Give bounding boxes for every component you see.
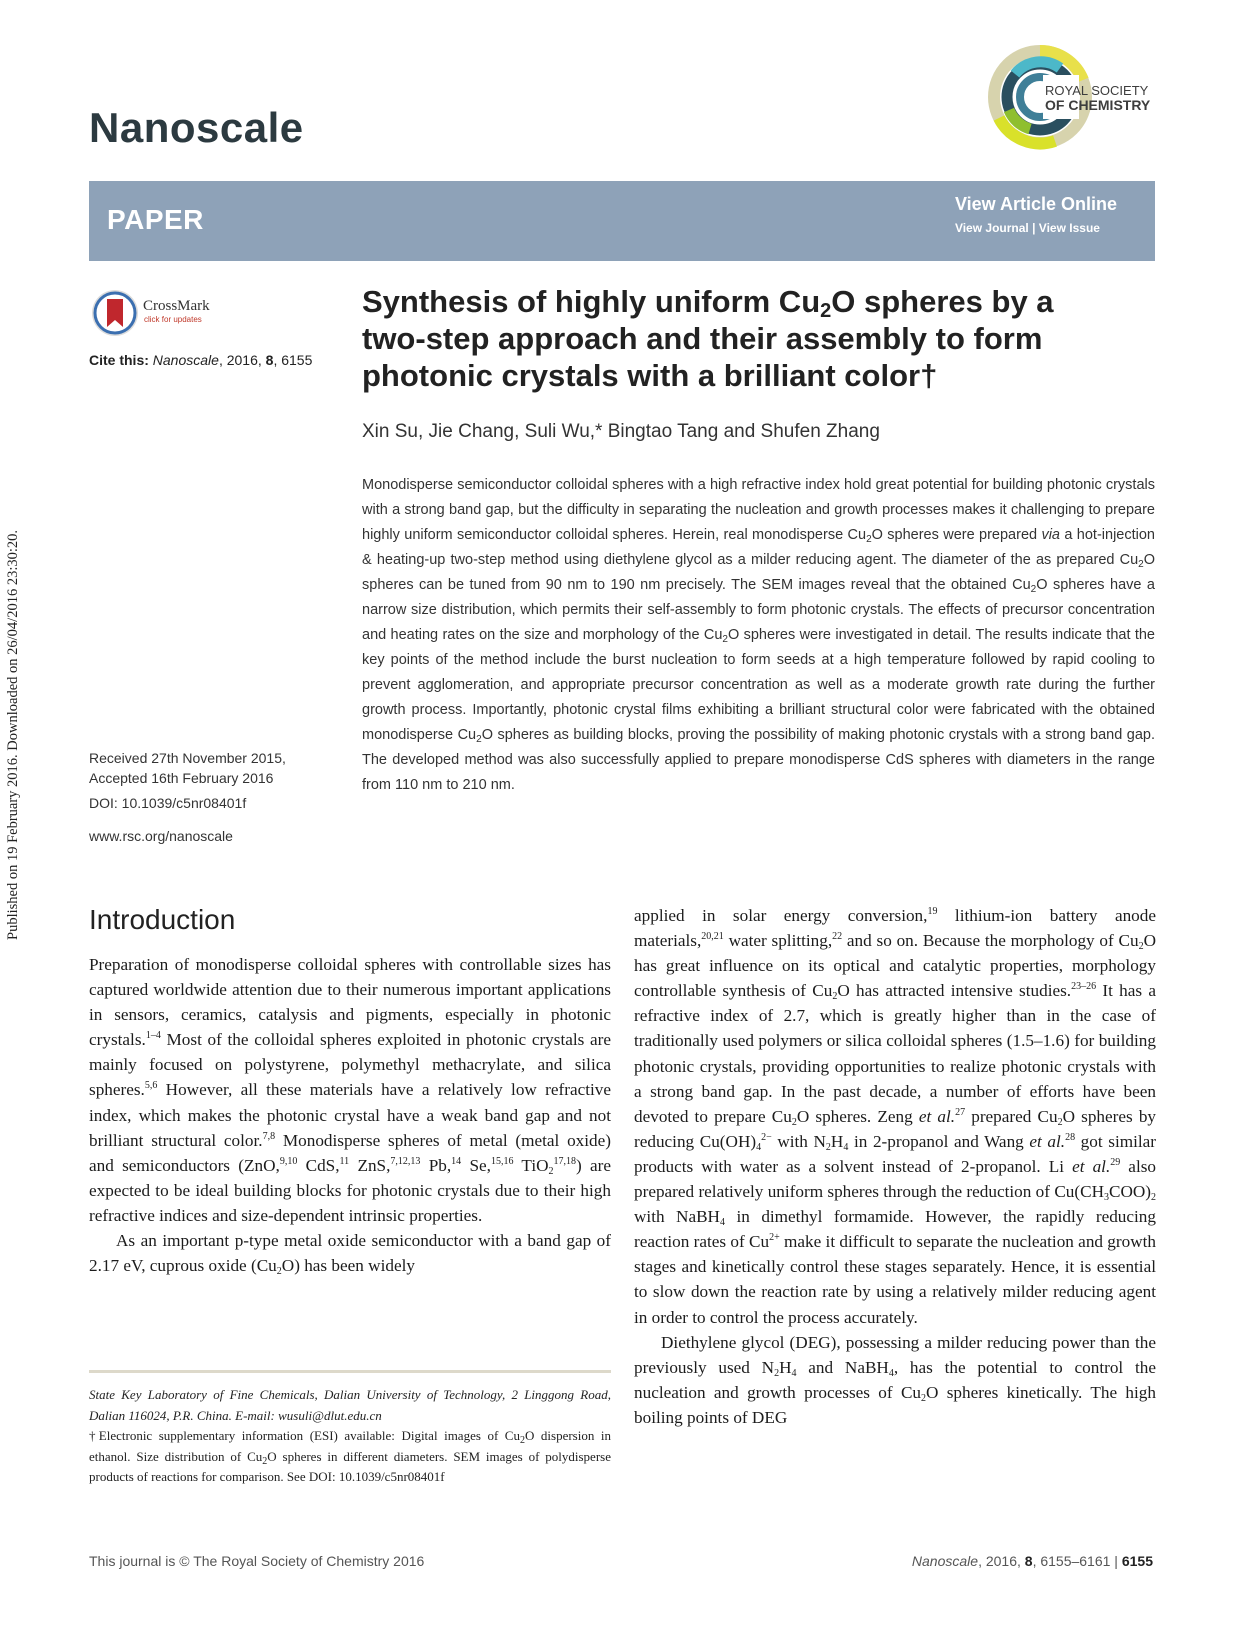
- ref[interactable]: 22: [832, 931, 843, 943]
- italic-text: et al.: [1029, 1131, 1066, 1151]
- subscript: 2: [519, 1435, 525, 1446]
- footer-copyright: This journal is © The Royal Society of Chemistry 2016: [89, 1553, 425, 1569]
- title-part-1: Synthesis of highly uniform Cu: [362, 284, 821, 319]
- cite-year: , 2016,: [218, 352, 266, 368]
- abstract-text: O spheres can be tuned from 90 nm to 190 nm precisely. The SEM images reveal that the obtained Cu: [362, 552, 1155, 593]
- publisher-line1: ROYAL SOCIETY: [1045, 83, 1149, 98]
- ref[interactable]: 9,10: [279, 1155, 298, 1167]
- subscript: 2: [1138, 559, 1144, 570]
- italic-text: et al.: [918, 1106, 956, 1126]
- subscript: 2: [1057, 1116, 1063, 1128]
- text: water splitting,: [723, 931, 833, 951]
- text: O spheres by reducing Cu(OH): [634, 1106, 1157, 1151]
- view-journal-link[interactable]: View Journal: [954, 221, 1029, 235]
- text: O has attracted intensive studies.: [837, 981, 1072, 1001]
- ref[interactable]: 11: [339, 1155, 350, 1167]
- text: ZnS,: [349, 1155, 391, 1175]
- text: Pb,: [420, 1155, 452, 1175]
- received-dates: [89, 748, 286, 788]
- text: , has the potential to control the nucleation and growth processes of Cu: [634, 1357, 1156, 1402]
- article-title: [362, 283, 1122, 394]
- cite-volume: 8: [265, 352, 274, 368]
- paragraph: [89, 1228, 611, 1278]
- article-type-label: PAPER: [107, 204, 204, 235]
- ref[interactable]: 23–26: [1071, 981, 1097, 993]
- abstract-text: O spheres were prepared: [871, 527, 1042, 543]
- link-separator: |: [1032, 221, 1036, 235]
- view-links: [955, 194, 1117, 235]
- superscript: 2−: [761, 1131, 772, 1143]
- text: in 2-propanol and Wang: [848, 1131, 1030, 1151]
- subscript: 4: [888, 1367, 894, 1379]
- abstract-text: O spheres were investigated in detail. The results indicate that the key points of the method include the burst nucleation to form seeds at a high temperature followed by rapid cooling to prevent agglomeration, and appropriate precursor concentration as well as a moderate growth rate during the further growth process. Importantly, photonic crystal films exhibiting a brilliant structural color were fabricated with the obtained monodisperse Cu: [362, 627, 1155, 743]
- text: O dispersion in ethanol. Size distribution of Cu: [89, 1428, 611, 1464]
- ref[interactable]: 5,6: [144, 1080, 158, 1092]
- subscript: 2: [476, 734, 482, 745]
- ref[interactable]: 7,12,13: [390, 1155, 421, 1167]
- ref[interactable]: 7,8: [262, 1130, 276, 1142]
- publisher-line2: OF CHEMISTRY: [1045, 97, 1151, 113]
- publisher-logo-text: [1045, 84, 1150, 112]
- subscript: 2: [722, 634, 728, 645]
- footer-separator: |: [1110, 1553, 1122, 1569]
- body-column-left: [89, 952, 611, 1278]
- paper-banner: [89, 181, 1155, 261]
- paragraph: [634, 903, 1156, 1330]
- subscript: 2: [262, 1455, 268, 1467]
- citation: [89, 352, 312, 368]
- subscript: 4: [719, 1217, 725, 1229]
- subscript: 2: [921, 1392, 926, 1404]
- ref[interactable]: 17,18: [553, 1155, 577, 1167]
- text: O spheres. Zeng: [796, 1106, 919, 1126]
- text: and so on. Because the morphology of Cu: [842, 931, 1139, 951]
- text: TiO: [513, 1155, 549, 1175]
- ref[interactable]: 14: [451, 1155, 462, 1167]
- text: However, all these materials have a relatively low refractive index, which makes the photonic crystal have a weak band gap and not brilliant structural color.: [89, 1080, 611, 1150]
- title-part-2: O spheres by a two-step approach and their assembly to form photonic crystals with a brilliant color†: [362, 284, 1054, 393]
- page-number: 6155: [1121, 1553, 1153, 1569]
- subscript: 2: [1138, 941, 1144, 953]
- journal-title: Nanoscale: [89, 104, 304, 151]
- view-issue-link[interactable]: View Issue: [1038, 221, 1100, 235]
- ref[interactable]: 19: [927, 906, 938, 917]
- subscript: 2: [774, 1367, 780, 1379]
- subscript: 4: [791, 1367, 797, 1379]
- ref[interactable]: 15,16: [490, 1155, 514, 1167]
- esi-footnote: [89, 1426, 611, 1488]
- cite-journal: Nanoscale: [152, 352, 219, 368]
- subscript: 2: [866, 534, 872, 545]
- affiliation-footnote: State Key Laboratory of Fine Chemicals, Dalian University of Technology, 2 Linggong Road, Dalian 116024, P.R. China. E-mail: wusuli@dlut.edu.cn: [89, 1387, 611, 1423]
- subscript: 2: [548, 1165, 554, 1177]
- authors: Xin Su, Jie Chang, Suli Wu,* Bingtao Tang and Shufen Zhang: [362, 421, 880, 442]
- text: Preparation of monodisperse colloidal spheres with controllable sizes has captured worldwide attention due to their numerous important applications in sensors, ceramics, catalysis and pigments, especially in photonic crystals.: [89, 955, 611, 1050]
- text: and NaBH: [796, 1357, 889, 1377]
- text: Se,: [461, 1155, 491, 1175]
- ref[interactable]: 28: [1065, 1131, 1076, 1143]
- ref[interactable]: 27: [955, 1106, 966, 1118]
- text: prepared Cu: [965, 1106, 1058, 1126]
- superscript: 2+: [769, 1232, 780, 1244]
- crossmark-sublabel[interactable]: click for updates: [144, 315, 202, 324]
- text: O spheres in different diameters. SEM images of polydisperse products of reactions for comparison. See DOI: 10.1039/c5nr08401f: [89, 1448, 611, 1484]
- text: make it difficult to separate the nucleation and growth stages and kinetically control these stages separately. Hence, it is essential to slow down the reaction rate by using a relatively milder reducing agent in order to control the process accurately.: [634, 1232, 1156, 1327]
- text: CdS,: [297, 1155, 340, 1175]
- cite-page: , 6155: [273, 352, 313, 368]
- text: also prepared relatively uniform spheres through the reduction of Cu(CH: [634, 1156, 1156, 1202]
- subscript: 2: [1151, 1192, 1156, 1204]
- text: †Electronic supplementary information (ESI) available: Digital images of Cu: [89, 1428, 520, 1443]
- text: O spheres kinetically. The high boiling points of DEG: [634, 1382, 1156, 1427]
- ref[interactable]: 1–4: [145, 1030, 161, 1042]
- title-subscript: 2: [820, 300, 832, 322]
- footer-year: , 2016,: [978, 1553, 1025, 1569]
- cite-prefix: Cite this:: [89, 352, 149, 368]
- text: H: [830, 1131, 844, 1151]
- ref[interactable]: 29: [1110, 1156, 1121, 1168]
- footer-journal: Nanoscale: [911, 1553, 979, 1569]
- crossmark-icon[interactable]: [90, 288, 140, 338]
- paragraph: [89, 952, 611, 1228]
- accepted-date: Accepted 16th February 2016: [89, 770, 274, 786]
- italic-text: et al.: [1072, 1156, 1111, 1176]
- footer-pages: , 6155–6161: [1032, 1553, 1111, 1569]
- subscript: 4: [843, 1141, 849, 1153]
- footnote-divider: [89, 1370, 611, 1373]
- body-column-right: [634, 903, 1156, 1430]
- publication-side-note: Published on 19 February 2016. Downloaded on 26/04/2016 23:30:20.: [5, 529, 21, 940]
- text: O has great influence on its optical and catalytic properties, morphology controllable synthesis of Cu: [634, 931, 1156, 1001]
- subscript: 2: [791, 1116, 797, 1128]
- ref[interactable]: 20,21: [701, 931, 724, 943]
- text: Diethylene glycol (DEG), possessing a milder reducing power than the previously used N: [634, 1332, 1156, 1377]
- text: COO): [1108, 1182, 1151, 1202]
- text: Most of the colloidal spheres exploited in photonic crystals are mainly focused on polystyrene, polymethyl methacrylate, and silica spheres.: [89, 1030, 611, 1100]
- footer-citation: [912, 1553, 1153, 1569]
- abstract-text: O spheres as building blocks, proving the possibility of making photonic crystals with a strong band gap. The developed method was also successfully applied to prepare monodisperse CdS spheres with diameters in the range from 110 nm to 210 nm.: [362, 727, 1155, 793]
- text: As an important p-type metal oxide semiconductor with a band gap of 2.17 eV, cuprous oxide (Cu: [89, 1231, 611, 1276]
- text: with N: [771, 1131, 826, 1151]
- subscript: 2: [825, 1141, 831, 1153]
- text: lithium-ion battery anode materials,: [634, 906, 1156, 951]
- crossmark-label[interactable]: CrossMark: [143, 298, 210, 314]
- footer-volume: 8: [1024, 1553, 1033, 1569]
- text: in dimethyl formamide. However, the rapidly reducing reaction rates of Cu: [634, 1207, 1156, 1252]
- text: H: [779, 1357, 792, 1377]
- subscript: 2: [832, 991, 838, 1003]
- abstract-italic: via: [1041, 527, 1060, 543]
- received-date: Received 27th November 2015,: [89, 750, 286, 766]
- subscript: 3: [1103, 1192, 1109, 1204]
- text: It has a refractive index of 2.7, which is greatly higher than in the case of traditionally used polymers or silica colloidal spheres (1.5–1.6) for building photonic crystals, providing opportunities to realize photonic crystals with a strong band gap. In the past decade, a number of efforts have been devoted to prepare Cu: [634, 981, 1156, 1126]
- footnotes: [89, 1385, 611, 1488]
- text: got similar products with water as a solvent instead of 2-propanol. Li: [634, 1131, 1156, 1176]
- subscript: 2: [1030, 584, 1037, 595]
- abstract-text: Monodisperse semiconductor colloidal spheres with a high refractive index hold great potential for building photonic crystals with a strong band gap, but the difficulty in separating the nucleation and growth processes makes it challenging to prepare highly uniform semiconductor colloidal spheres. Herein, real monodisperse Cu: [362, 477, 1155, 543]
- paragraph: [634, 1330, 1156, 1430]
- view-article-online-link[interactable]: View Article Online: [954, 194, 1117, 214]
- text: with NaBH: [634, 1207, 720, 1227]
- section-heading-introduction: Introduction: [89, 904, 236, 935]
- subscript: 2: [276, 1266, 282, 1278]
- subscript: 4: [756, 1141, 762, 1153]
- text: Monodisperse spheres of metal (metal oxide) and semiconductors (ZnO,: [89, 1130, 611, 1175]
- abstract-text: a hot-injection & heating-up two-step method using diethylene glycol as a milder reducing agent. The diameter of the as prepared Cu: [362, 527, 1155, 568]
- doi[interactable]: DOI: 10.1039/c5nr08401f: [89, 795, 247, 811]
- abstract-text: O spheres have a narrow size distribution, which permits their self-assembly to form photonic crystals. The effects of precursor concentration and heating rates on the size and morphology of the Cu: [362, 577, 1155, 643]
- journal-url-link[interactable]: www.rsc.org/nanoscale: [89, 828, 233, 844]
- text: applied in solar energy conversion,: [634, 906, 928, 925]
- text: ) are expected to be ideal building blocks for photonic crystals due to their high refractive indices and size-dependent intrinsic properties.: [89, 1155, 612, 1225]
- abstract: [362, 473, 1155, 798]
- text: O) has been widely: [281, 1256, 415, 1276]
